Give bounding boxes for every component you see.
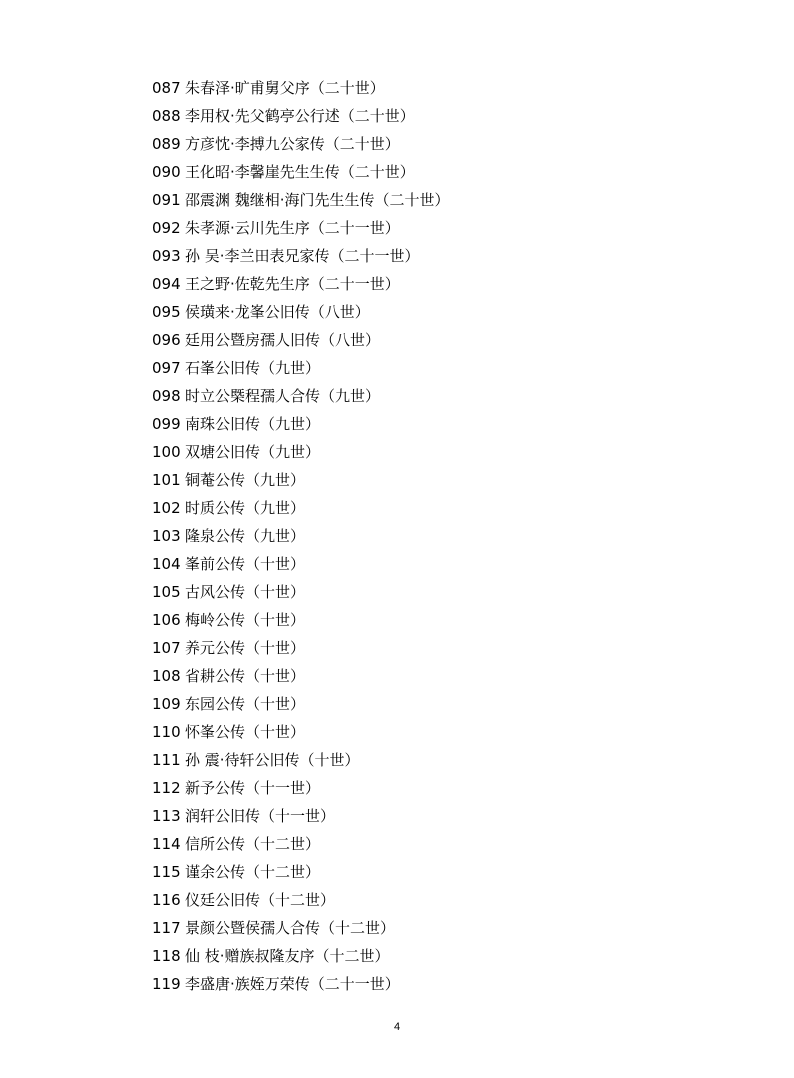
toc-entry: [152, 270, 450, 298]
toc-entry: [152, 914, 450, 942]
entry-title: 新予公传（十一世）: [185, 779, 321, 797]
toc-entry: [152, 830, 450, 858]
entry-number: 100: [152, 443, 181, 461]
entry-number: 096: [152, 331, 181, 349]
entry-number: 105: [152, 583, 181, 601]
entry-title: 朱孝源·云川先生序（二十一世）: [185, 219, 400, 237]
entry-title: 双塘公旧传（九世）: [185, 443, 321, 461]
entry-number: 104: [152, 555, 181, 573]
entry-number: 089: [152, 135, 181, 153]
toc-entry: [152, 102, 450, 130]
toc-entry: [152, 634, 450, 662]
entry-title: 方彦忱·李搏九公家传（二十世）: [185, 135, 400, 153]
entry-number: 117: [152, 919, 181, 937]
entry-title: 润轩公旧传（十一世）: [185, 807, 336, 825]
entry-number: 101: [152, 471, 181, 489]
entry-number: 110: [152, 723, 181, 741]
entry-title: 仪廷公旧传（十二世）: [185, 891, 336, 909]
entry-number: 090: [152, 163, 181, 181]
toc-entry: [152, 466, 450, 494]
entry-title: 时立公槩程孺人合传（九世）: [185, 387, 381, 405]
entry-title: 王之野·佐乾先生序（二十一世）: [185, 275, 400, 293]
entry-title: 省耕公传（十世）: [185, 667, 306, 685]
entry-number: 087: [152, 79, 181, 97]
entry-number: 108: [152, 667, 181, 685]
toc-entry: [152, 494, 450, 522]
toc-entry: [152, 858, 450, 886]
toc-entry: [152, 886, 450, 914]
toc-entry: [152, 746, 450, 774]
toc-entry: [152, 354, 450, 382]
entry-number: 116: [152, 891, 181, 909]
toc-entry: [152, 130, 450, 158]
entry-number: 103: [152, 527, 181, 545]
table-of-contents: [152, 74, 450, 998]
entry-title: 仙 枝·赠族叔隆友序（十二世）: [185, 947, 390, 965]
entry-title: 侯璜来·龙峯公旧传（八世）: [185, 303, 370, 321]
entry-number: 119: [152, 975, 181, 993]
entry-title: 李用权·先父鹤亭公行述（二十世）: [185, 107, 415, 125]
toc-entry: [152, 74, 450, 102]
page-number: 4: [393, 1021, 401, 1033]
entry-number: 095: [152, 303, 181, 321]
entry-title: 南珠公旧传（九世）: [185, 415, 321, 433]
entry-title: 怀峯公传（十世）: [185, 723, 306, 741]
entry-number: 093: [152, 247, 181, 265]
entry-title: 铜菴公传（九世）: [185, 471, 306, 489]
entry-number: 094: [152, 275, 181, 293]
entry-title: 李盛唐·族姪万荣传（二十一世）: [185, 975, 400, 993]
toc-entry: [152, 382, 450, 410]
toc-entry: [152, 214, 450, 242]
entry-title: 景颜公暨侯孺人合传（十二世）: [185, 919, 396, 937]
toc-entry: [152, 326, 450, 354]
entry-number: 112: [152, 779, 181, 797]
toc-entry: [152, 410, 450, 438]
toc-entry: [152, 774, 450, 802]
entry-number: 111: [152, 751, 181, 769]
entry-title: 隆泉公传（九世）: [185, 527, 306, 545]
entry-number: 118: [152, 947, 181, 965]
toc-entry: [152, 158, 450, 186]
entry-number: 107: [152, 639, 181, 657]
entry-title: 王化昭·李馨崖先生生传（二十世）: [185, 163, 415, 181]
entry-number: 088: [152, 107, 181, 125]
entry-title: 信所公传（十二世）: [185, 835, 321, 853]
entry-title: 养元公传（十世）: [185, 639, 306, 657]
entry-title: 邵震渊 魏继相·海门先生生传（二十世）: [185, 191, 450, 209]
entry-title: 孙 吴·李兰田表兄家传（二十一世）: [185, 247, 420, 265]
entry-title: 时质公传（九世）: [185, 499, 306, 517]
entry-number: 115: [152, 863, 181, 881]
entry-number: 092: [152, 219, 181, 237]
toc-entry: [152, 606, 450, 634]
toc-entry: [152, 970, 450, 998]
toc-entry: [152, 690, 450, 718]
entry-number: 099: [152, 415, 181, 433]
toc-entry: [152, 522, 450, 550]
entry-title: 孙 震·待轩公旧传（十世）: [185, 751, 360, 769]
toc-entry: [152, 438, 450, 466]
toc-entry: [152, 802, 450, 830]
entry-number: 109: [152, 695, 181, 713]
toc-entry: [152, 942, 450, 970]
toc-entry: [152, 186, 450, 214]
entry-title: 石峯公旧传（九世）: [185, 359, 321, 377]
entry-number: 097: [152, 359, 181, 377]
entry-title: 谨余公传（十二世）: [185, 863, 321, 881]
toc-entry: [152, 662, 450, 690]
entry-number: 113: [152, 807, 181, 825]
toc-entry: [152, 298, 450, 326]
entry-number: 102: [152, 499, 181, 517]
entry-title: 梅岭公传（十世）: [185, 611, 306, 629]
toc-entry: [152, 550, 450, 578]
entry-number: 098: [152, 387, 181, 405]
toc-entry: [152, 718, 450, 746]
entry-number: 091: [152, 191, 181, 209]
entry-title: 东园公传（十世）: [185, 695, 306, 713]
entry-title: 峯前公传（十世）: [185, 555, 306, 573]
entry-number: 114: [152, 835, 181, 853]
entry-title: 廷用公暨房孺人旧传（八世）: [185, 331, 381, 349]
entry-title: 古风公传（十世）: [185, 583, 306, 601]
entry-number: 106: [152, 611, 181, 629]
entry-title: 朱春泽·旷甫舅父序（二十世）: [185, 79, 385, 97]
toc-entry: [152, 578, 450, 606]
toc-entry: [152, 242, 450, 270]
